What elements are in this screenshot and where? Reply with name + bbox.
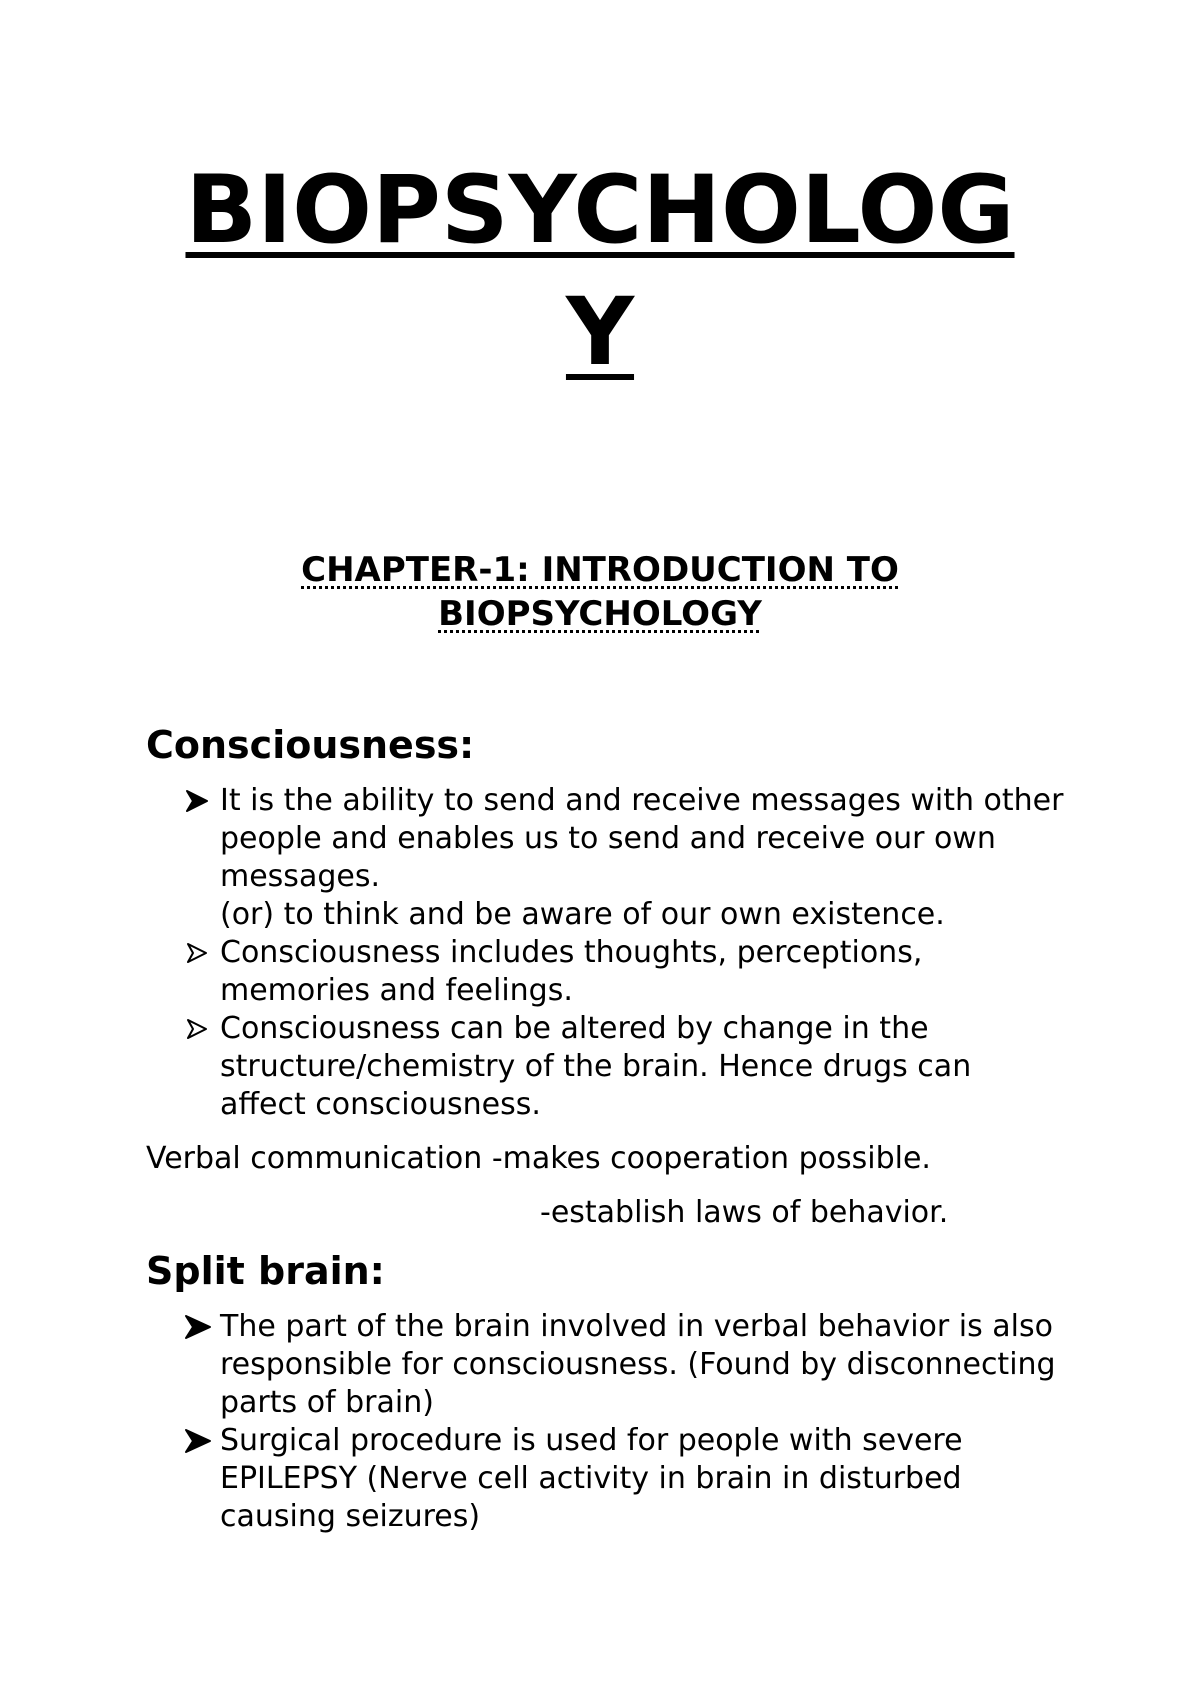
list-item — [146, 1422, 1066, 1536]
list-item — [146, 934, 1066, 1010]
bullet-continuation: (or) to think and be aware of our own existence. — [220, 897, 945, 932]
chapter-heading-line-1: CHAPTER-1: INTRODUCTION TO — [301, 550, 899, 590]
list-item — [146, 782, 1066, 934]
title-line-1: BIOPSYCHOLOG — [185, 156, 1015, 265]
split-brain-bullet-list — [146, 1308, 1066, 1536]
arrowhead-bullet-icon — [184, 1308, 212, 1346]
bullet-text: Surgical procedure is used for people with severe EPILEPSY (Nerve cell activity in brain in disturbed causing seizures) — [220, 1423, 963, 1534]
title-line-2: Y — [565, 278, 635, 387]
bullet-text: Consciousness can be altered by change in the structure/chemistry of the brain. Hence drugs can affect consciousness. — [220, 1011, 972, 1122]
arrowhead-bullet-icon — [184, 1010, 212, 1048]
chapter-heading — [0, 548, 1200, 636]
arrowhead-bullet-icon — [184, 1422, 212, 1460]
section-heading-consciousness: Consciousness: — [146, 723, 475, 767]
list-item — [146, 1308, 1066, 1422]
consciousness-bullet-list — [146, 782, 1066, 1124]
verbal-communication-line-2: -establish laws of behavior. — [540, 1195, 949, 1230]
list-item — [146, 1010, 1066, 1124]
bullet-text: Consciousness includes thoughts, perceptions, memories and feelings. — [220, 935, 923, 1008]
document-title — [0, 150, 1200, 394]
section-heading-split-brain: Split brain: — [146, 1249, 385, 1293]
verbal-communication-line-1: Verbal communication -makes cooperation possible. — [146, 1141, 931, 1176]
bullet-text: The part of the brain involved in verbal behavior is also responsible for consciousness. (Found by disconnecting parts of brain) — [220, 1309, 1056, 1420]
chapter-heading-line-2: BIOPSYCHOLOGY — [438, 594, 762, 634]
arrowhead-bullet-icon — [184, 782, 212, 820]
arrowhead-bullet-icon — [184, 934, 212, 972]
bullet-text: It is the ability to send and receive messages with other people and enables us to send and receive our own messages. — [220, 783, 1064, 894]
